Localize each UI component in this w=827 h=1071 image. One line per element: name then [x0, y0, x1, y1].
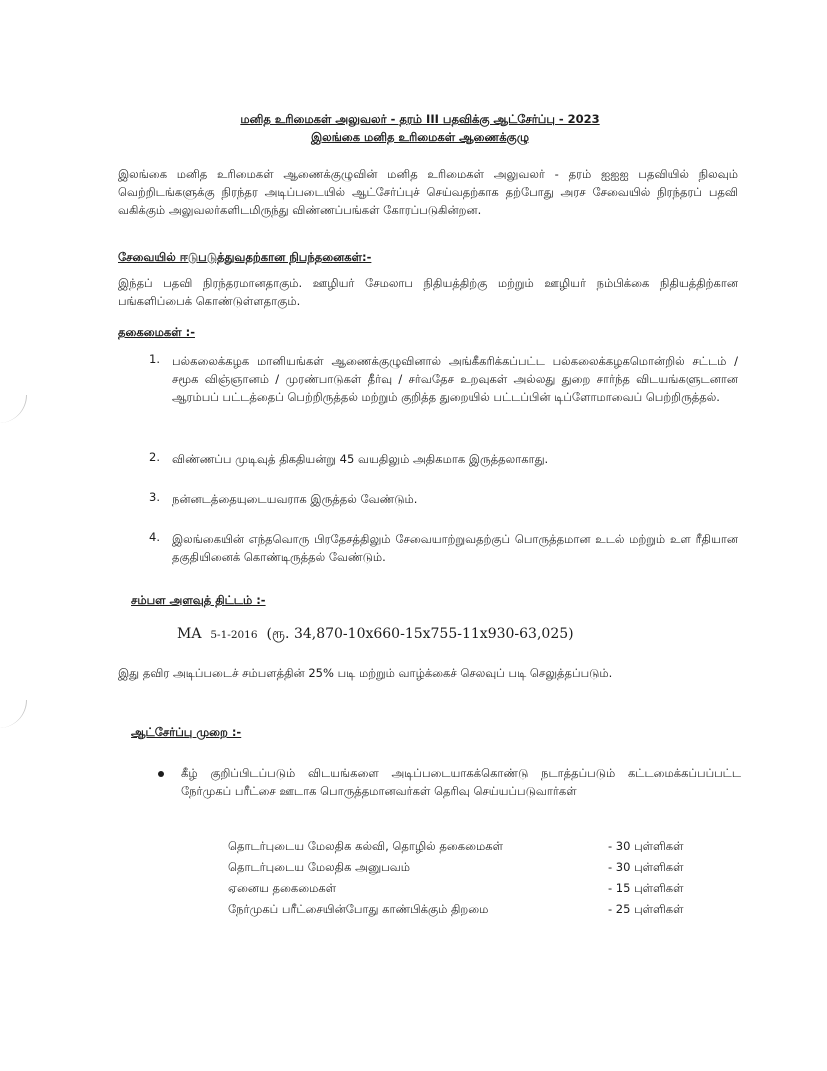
list-number: 2. — [149, 450, 160, 464]
criteria-row — [228, 902, 728, 920]
document-title: மனித உரிமைகள் அலுவலர் - தரம் III பதவிக்கு ஆட்சேர்ப்பு - 2023 — [240, 112, 600, 126]
punch-hole-mark — [0, 395, 27, 423]
criteria-score: - 25 புள்ளிகள் — [608, 902, 684, 916]
qualifications-heading: தகைமைகள் :- — [118, 325, 195, 339]
intro-paragraph: இலங்கை மனித உரிமைகள் ஆணைக்குழுவின் மனித உரிமைகள் அலுவலர் - தரம் ஐஐஐ பதவியில் நிலவும் வெற்றிடங்களுக்கு நிரந்தர அடிப்படையில் ஆட்சேர்ப்புச் செய்வதற்காக தற்போது அரச சேவையில் நிரந்தரப் பதவி வகிக்கும் அலுவலர்களிடமிருந்து விண்ணப்பங்கள் கோரப்படுகின்றன. — [118, 167, 738, 217]
punch-hole-mark — [0, 700, 27, 728]
qualification-item: பல்கலைக்கழக மானியங்கள் ஆணைக்குழுவினால் அங்கீகரிக்கப்பட்ட பல்கலைக்கழகமொன்றில் சட்டம் / சமூக விஞ்ஞானம் / முரண்பாடுகள் தீர்வு / சர்வதேச உறவுகள் அல்லது துறை சார்ந்த விடயங்களுடனான ஆரம்பப் பட்டத்தைப் பெற்றிருத்தல் மற்றும் குறித்த துறையில் பட்டப்பின் டிப்ளோமாவைப் பெற்றிருத்தல். — [172, 354, 738, 404]
criteria-label: ஏனைய தகைமைகள் — [228, 881, 337, 895]
criteria-row — [228, 881, 728, 899]
criteria-label: நேர்முகப் பரீட்சையின்போது காண்பிக்கும் திறமை — [228, 902, 489, 916]
qualification-item: இலங்கையின் எந்தவொரு பிரதேசத்திலும் சேவையாற்றுவதற்குப் பொருத்தமான உடல் மற்றும் உள ரீதியான தகுதியினைக் கொண்டிருத்தல் வேண்டும். — [172, 532, 738, 564]
recruitment-method: கீழ் குறிப்பிடப்படும் விடயங்களை அடிப்படையாகக்கொண்டு நடாத்தப்படும் கட்டமைக்கப்பப்பட்ட நேர்முகப் பரீட்சை ஊடாக பொருத்தமானவர்கள் தெரிவு செய்யப்படுவார்கள் — [181, 766, 741, 798]
salary-code: MA — [177, 626, 202, 642]
criteria-score: - 15 புள்ளிகள் — [608, 881, 684, 895]
list-number: 1. — [149, 352, 160, 366]
qualification-item: விண்ணப்ப முடிவுத் திகதியன்று 45 வயதிலும் அதிகமாக இருத்தலாகாது. — [172, 452, 549, 466]
criteria-score: - 30 புள்ளிகள் — [608, 860, 684, 874]
conditions-heading: சேவையில் ஈடுபடுத்துவதற்கான நிபந்தனைகள்:- — [118, 250, 372, 264]
criteria-label: தொடர்புடைய மேலதிக அனுபவம் — [228, 860, 411, 874]
criteria-score: - 30 புள்ளிகள் — [608, 839, 684, 853]
conditions-text: இந்தப் பதவி நிரந்தரமானதாகும். ஊழியர் சேமலாப நிதியத்திற்கு மற்றும் ஊழியர் நம்பிக்கை நிதியத்திற்கான பங்களிப்பைக் கொண்டுள்ளதாகும். — [118, 276, 738, 308]
criteria-row — [228, 839, 728, 857]
salary-heading: சம்பள அளவுத் திட்டம் :- — [131, 593, 266, 607]
salary-scale — [177, 626, 574, 644]
list-number: 3. — [149, 490, 160, 504]
document-subtitle: இலங்கை மனித உரிமைகள் ஆணைக்குழு — [311, 130, 529, 144]
salary-range: (ரூ. 34,870-10x660-15x755-11x930-63,025) — [266, 626, 574, 642]
criteria-row — [228, 860, 728, 878]
salary-circular: 5-1-2016 — [210, 629, 258, 641]
bullet-icon — [158, 771, 164, 777]
recruitment-heading: ஆட்சேர்ப்பு முறை :- — [131, 725, 242, 739]
salary-note: இது தவிர அடிப்படைச் சம்பளத்தின் 25% படி மற்றும் வாழ்க்கைச் செலவுப் படி செலுத்தப்படும். — [118, 666, 613, 680]
qualification-item: நன்னடத்தையுடையவராக இருத்தல் வேண்டும். — [172, 492, 418, 506]
criteria-label: தொடர்புடைய மேலதிக கல்வி, தொழில் தகைமைகள் — [228, 839, 503, 853]
list-number: 4. — [149, 530, 160, 544]
